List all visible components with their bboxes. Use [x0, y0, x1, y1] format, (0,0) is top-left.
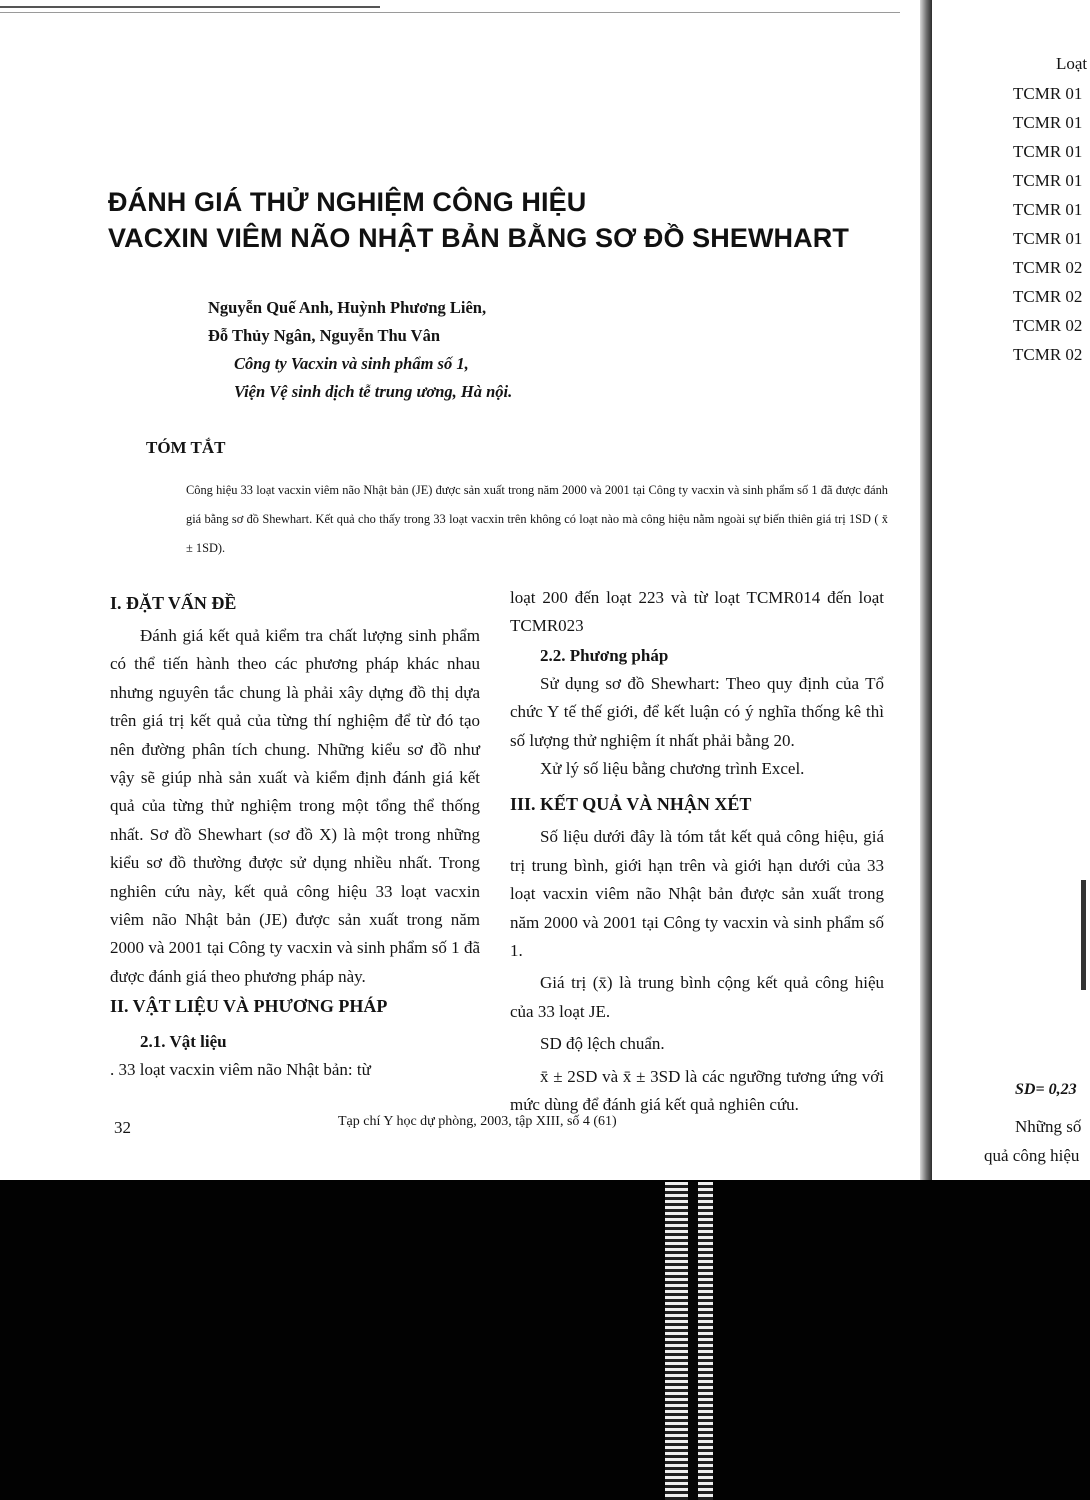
abstract-text: Công hiệu 33 loạt vacxin viêm não Nhật bản (JE) được sản xuất trong năm 2000 và 2001 tại Công ty vacxin và sinh phẩm số 1 đã được đánh giá bằng sơ đồ Shewhart. Kết quả cho thấy trong 33 loạt vacxin trên không có loạt nào mà công hiệu nằm ngoài sự biến thiên giá trị 1SD ( x̄ ± 1SD). — [186, 483, 888, 555]
scanner-background — [0, 1180, 1090, 1500]
section-3-heading: III. KẾT QUẢ VÀ NHẬN XÉT — [510, 794, 752, 815]
author-block — [208, 294, 512, 406]
section-3-text-1: Số liệu dưới đây là tóm tắt kết quả công hiệu, giá trị trung bình, giới hạn trên và giới hạn dưới của 33 loạt vacxin viêm não Nhật bản được sản xuất trong năm 2000 và 2001 tại Công ty vacxin và sinh phẩm số 1. — [510, 827, 884, 961]
subsection-2-2-text-2: Xử lý số liệu bằng chương trình Excel. — [540, 759, 805, 779]
batch-item: TCMR 01 — [1013, 113, 1083, 132]
right-page-edge-mark — [1081, 880, 1086, 990]
scanner-binding-gap — [688, 1182, 698, 1500]
title-line-1: ĐÁNH GIÁ THỬ NGHIỆM CÔNG HIỆU — [108, 187, 587, 217]
sd-value: SD= 0,23 — [1015, 1081, 1077, 1098]
section-2-heading: II. VẬT LIỆU VÀ PHƯƠNG PHÁP — [110, 996, 388, 1017]
batch-item: TCMR 02 — [1013, 345, 1083, 364]
batch-item: TCMR 01 — [1013, 171, 1083, 190]
subsection-2-2-heading: 2.2. Phương pháp — [540, 645, 669, 665]
batch-item: TCMR 01 — [1013, 229, 1083, 248]
right-column — [510, 584, 884, 1120]
batch-item: TCMR 02 — [1013, 258, 1083, 277]
batch-list — [1013, 79, 1082, 369]
affiliation-line-1: Công ty Vacxin và sinh phẩm số 1, — [234, 354, 469, 373]
journal-footer: Tạp chí Y học dự phòng, 2003, tập XIII, số 4 (61) — [338, 1114, 617, 1129]
section-1-heading: I. ĐẶT VẤN ĐỀ — [110, 593, 237, 613]
author-names-line-2: Đỗ Thủy Ngân, Nguyễn Thu Vân — [208, 326, 441, 345]
subsection-2-1-text: . 33 loạt vacxin viêm não Nhật bản: từ — [110, 1060, 371, 1080]
batch-item: TCMR 02 — [1013, 316, 1083, 335]
batch-item: TCMR 01 — [1013, 142, 1083, 161]
page-number: 32 — [114, 1118, 131, 1137]
book-gutter-shadow — [920, 0, 932, 1180]
batch-item: TCMR 02 — [1013, 287, 1083, 306]
affiliation-line-2: Viện Vệ sinh dịch tễ trung ương, Hà nội. — [234, 382, 513, 401]
subsection-2-2-text-1: Sử dụng sơ đồ Shewhart: Theo quy định của Tổ chức Y tế thế giới, để kết luận có ý nghĩa thống kê thì số lượng thử nghiệm ít nhất phải bằng 20. — [510, 673, 884, 750]
title-line-2: VACXIN VIÊM NÃO NHẬT BẢN BẰNG SƠ ĐỒ SHEWHART — [108, 223, 849, 253]
section-3-text-2: Giá trị (x̄) là trung bình cộng kết quả công hiệu của 33 loạt JE. — [510, 973, 884, 1021]
batch-item: TCMR 01 — [1013, 84, 1083, 103]
section-3-text-4: x̄ ± 2SD và x̄ ± 3SD là các ngưỡng tương ứng với mức dùng để đánh giá kết quả nghiên cứu. — [510, 1066, 884, 1115]
right-text-line-1: Những số — [1015, 1117, 1082, 1136]
right-text-line-2: quả công hiệu — [984, 1146, 1080, 1165]
materials-continuation: loạt 200 đến loạt 223 và từ loạt TCMR014 đến loạt TCMR023 — [510, 588, 884, 636]
section-1-text: Đánh giá kết quả kiểm tra chất lượng sinh phẩm có thể tiến hành theo các phương pháp khác nhau nhưng nguyên tắc chung là phải xây dựng đồ thị dựa trên giá trị kết quả của từng thí nghiệm để từ đó tạo nên đường phân tích chung. Những kiểu sơ đồ như vậy sẽ giúp nhà sản xuất và kiểm định đánh giá kết quả của từng thử nghiệm trong một tổng thể thống nhất. Sơ đồ Shewhart (sơ đồ X) là một trong những kiểu sơ đồ thường được sử dụng nhiều nhất. Trong nghiên cứu này, kết quả công hiệu 33 loạt vacxin viêm não Nhật bản (JE) được sản xuất trong năm 2000 và 2001 tại Công ty vacxin và sinh phẩm số 1 đã được đánh giá theo phương pháp này. — [110, 626, 480, 986]
abstract-heading: TÓM TẮT — [146, 438, 226, 457]
author-names-line-1: Nguyễn Quế Anh, Huỳnh Phương Liên, — [208, 298, 487, 317]
section-3-text-3: SD độ lệch chuẩn. — [540, 1034, 665, 1054]
right-page-fragment — [940, 0, 1090, 1180]
batch-table-header: Loạt — [1056, 54, 1088, 73]
batch-item: TCMR 01 — [1013, 200, 1083, 219]
left-column — [110, 588, 480, 1085]
subsection-2-1-heading: 2.1. Vật liệu — [140, 1032, 227, 1052]
article-title — [108, 184, 888, 256]
